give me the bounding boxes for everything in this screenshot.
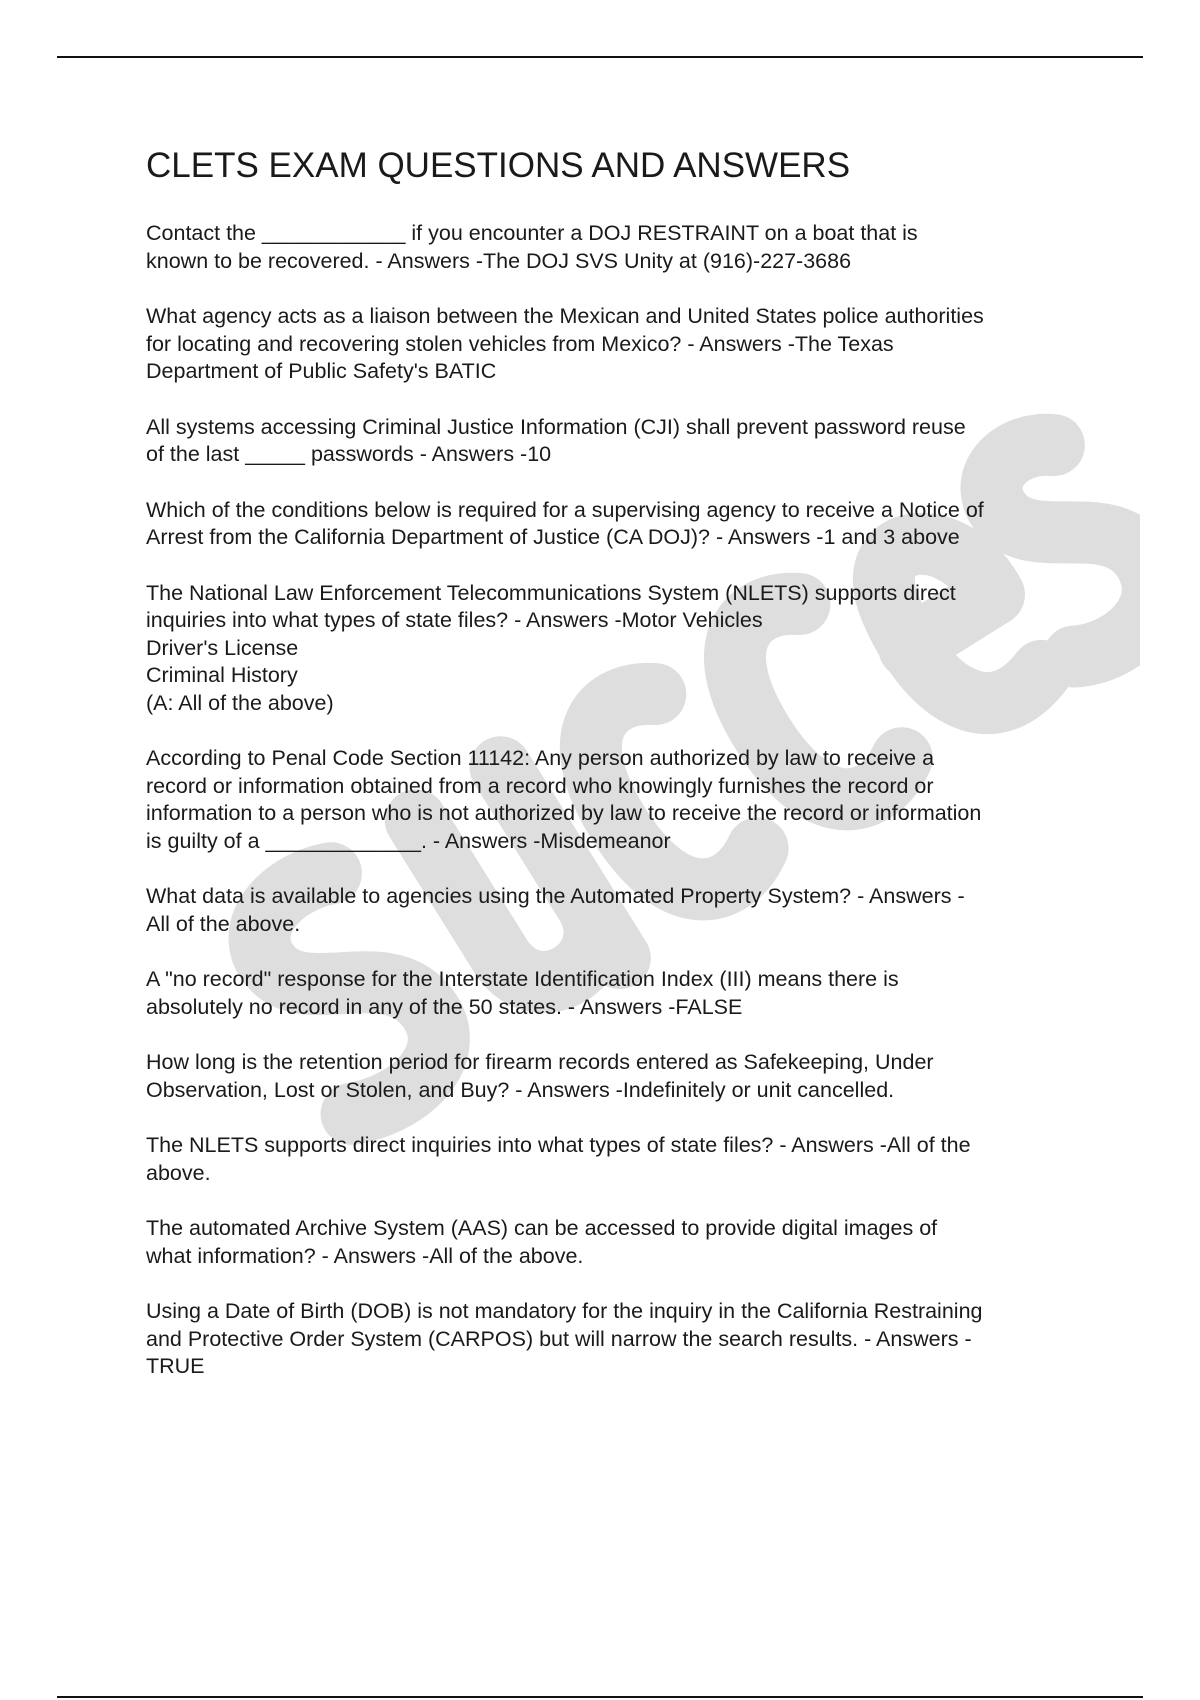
qa-line: what information? - Answers -All of the above.	[146, 1243, 584, 1268]
qa-line: TRUE	[146, 1354, 205, 1378]
qa-item	[146, 303, 1096, 386]
qa-item	[146, 497, 1096, 552]
qa-line: The NLETS supports direct inquiries into what types of state files? - Answers -All of the	[146, 1133, 971, 1157]
qa-line: Observation, Lost or Stolen, and Buy? - Answers -Indefinitely or unit cancelled.	[146, 1077, 895, 1102]
bottom-rule	[57, 1696, 1143, 1698]
qa-line: above.	[146, 1160, 211, 1185]
qa-line: (A: All of the above)	[146, 690, 334, 715]
qa-line: What agency acts as a liaison between the Mexican and United States police authorities	[146, 304, 984, 328]
qa-line: All of the above.	[146, 911, 301, 936]
document-body	[146, 142, 1096, 1409]
qa-line: According to Penal Code Section 11142: Any person authorized by law to receive a	[146, 746, 935, 770]
qa-line: Arrest from the California Department of Justice (CA DOJ)? - Answers -1 and 3 above	[146, 525, 960, 549]
qa-item	[146, 1298, 1096, 1381]
qa-item	[146, 883, 1096, 938]
qa-line: What data is available to agencies using the Automated Property System? - Answers -	[146, 884, 965, 908]
qa-line: record or information obtained from a record who knowingly furnishes the record or	[146, 773, 934, 798]
document-title: CLETS EXAM QUESTIONS AND ANSWERS	[146, 146, 851, 185]
qa-line: Which of the conditions below is required for a supervising agency to receive a Notice of	[146, 497, 984, 522]
qa-line: The National Law Enforcement Telecommunications System (NLETS) supports direct	[146, 580, 956, 605]
qa-line: Driver's License	[146, 635, 299, 660]
qa-line: information to a person who is not authorized by law to receive the record or information	[146, 801, 982, 825]
qa-line: The automated Archive System (AAS) can be accessed to provide digital images of	[146, 1216, 938, 1240]
qa-line: for locating and recovering stolen vehicles from Mexico? - Answers -The Texas	[146, 331, 894, 356]
qa-item	[146, 1049, 1096, 1104]
qa-line: of the last _____ passwords - Answers -10	[146, 442, 552, 466]
qa-line: absolutely no record in any of the 50 states. - Answers -FALSE	[146, 994, 743, 1019]
qa-line: All systems accessing Criminal Justice Information (CJI) shall prevent password reuse	[146, 414, 966, 439]
qa-item	[146, 745, 1096, 855]
qa-line: Contact the ____________ if you encounter a DOJ RESTRAINT on a boat that is	[146, 221, 918, 245]
qa-list	[146, 220, 1096, 1381]
qa-item	[146, 580, 1096, 718]
qa-line: How long is the retention period for firearm records entered as Safekeeping, Under	[146, 1050, 934, 1074]
qa-line: is guilty of a _____________. - Answers -Misdemeanor	[146, 828, 671, 853]
qa-item	[146, 1132, 1096, 1187]
qa-item	[146, 414, 1096, 469]
qa-item	[146, 966, 1096, 1021]
qa-line: and Protective Order System (CARPOS) but will narrow the search results. - Answers -	[146, 1326, 972, 1351]
qa-line: Criminal History	[146, 663, 298, 687]
qa-item	[146, 1215, 1096, 1270]
qa-line: Using a Date of Birth (DOB) is not mandatory for the inquiry in the California Restraining	[146, 1299, 983, 1323]
top-rule	[57, 56, 1143, 58]
qa-item	[146, 220, 1096, 275]
qa-line: known to be recovered. - Answers -The DOJ SVS Unity at (916)-227-3686	[146, 248, 852, 273]
qa-line: A "no record" response for the Interstate Identification Index (III) means there is	[146, 967, 899, 991]
qa-line: inquiries into what types of state files? - Answers -Motor Vehicles	[146, 608, 763, 632]
qa-line: Department of Public Safety's BATIC	[146, 359, 497, 383]
